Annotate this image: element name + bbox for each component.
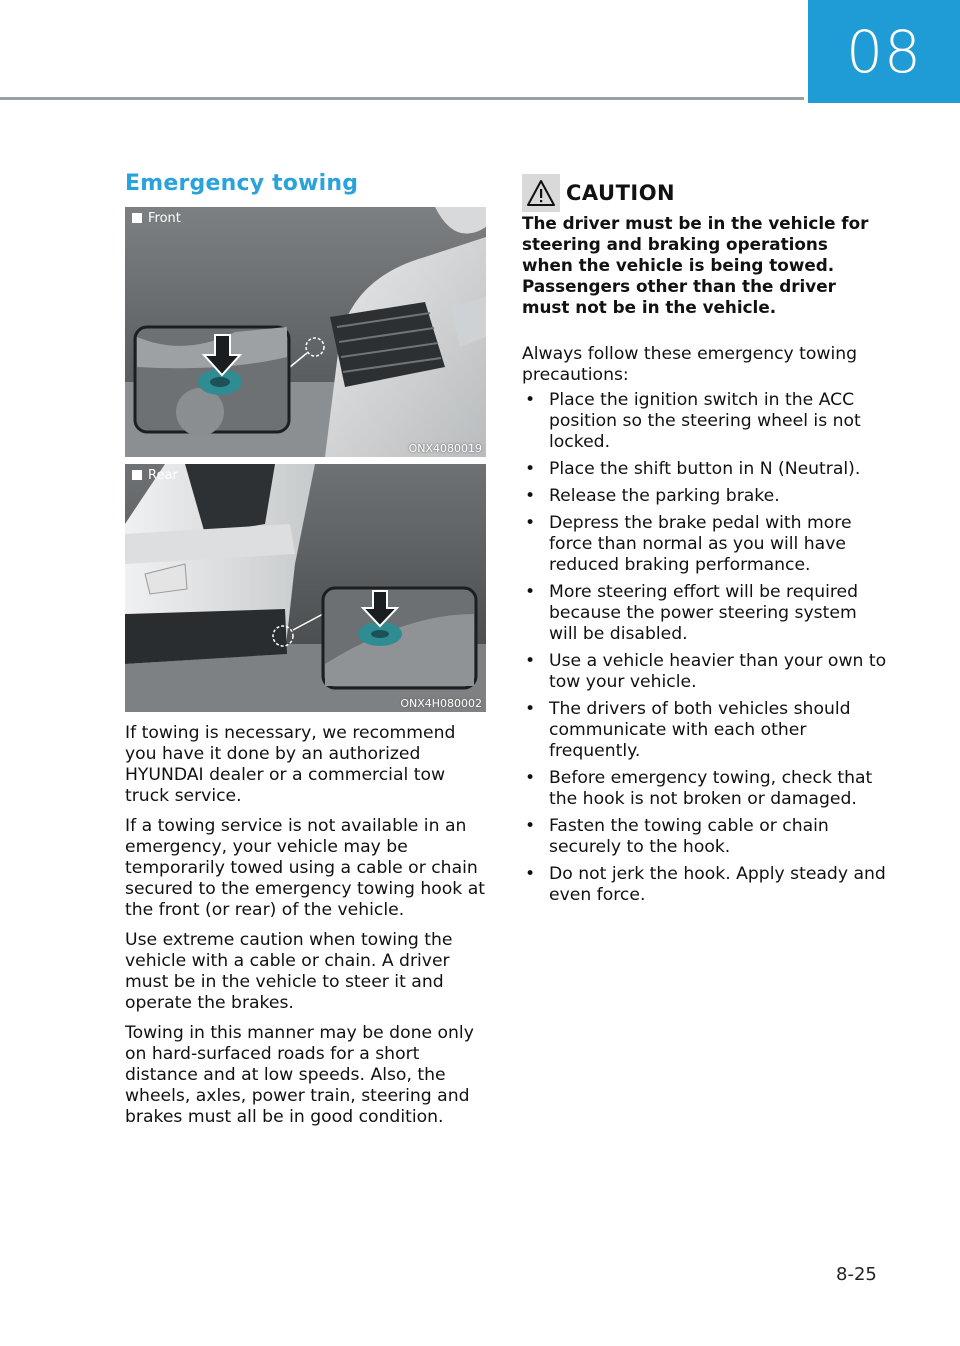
list-item: • Use a vehicle heavier than your own to tow your vehicle. [525,651,887,692]
header-rule [0,97,804,100]
bullet-icon: • [525,390,536,410]
front-car-illustration [125,207,486,457]
list-item: • More steering effort will be required because the power steering system will be disabled. [525,582,859,644]
bullet-icon: • [525,651,536,671]
list-item: • The drivers of both vehicles should communicate with each other frequently. [525,699,851,761]
square-bullet-icon [132,213,142,223]
caution-header [522,174,675,212]
paragraph: If towing is necessary, we recommend you have it done by an authorized HYUNDAI dealer or a commercial tow truck service. [125,723,456,806]
front-towing-hook-figure [125,207,486,457]
page-number: 8-25 [836,1264,877,1285]
front-label-text: Front [148,211,181,226]
warning-triangle-icon [522,174,560,212]
precautions-list [522,390,888,912]
front-figure-code: ONX4080019 [408,442,482,455]
bullet-icon: • [525,699,536,719]
chapter-tab: 08 [808,0,960,103]
list-item: • Place the shift button in N (Neutral). [525,459,861,479]
list-item: • Do not jerk the hook. Apply steady and even force. [525,864,886,905]
precautions-intro: Always follow these emergency towing precautions: [522,344,858,385]
bullet-icon: • [525,864,536,884]
bullet-icon: • [525,513,536,533]
caution-text: The driver must be in the vehicle for steering and braking operations when the vehicle is being towed. Passengers other than the driver must not be in the vehicle. [522,213,869,317]
square-bullet-icon [132,470,142,480]
paragraph: Use extreme caution when towing the vehicle with a cable or chain. A driver must be in the vehicle to steer it and operate the brakes. [125,930,453,1013]
caution-title: CAUTION [566,181,676,205]
body-text [125,723,487,1137]
paragraph: Towing in this manner may be done only on hard-surfaced roads for a short distance and at low speeds. Also, the wheels, axles, power train, steering and brakes must all be in good condition. [125,1023,474,1127]
front-figure-label [132,211,181,226]
list-item: • Fasten the towing cable or chain securely to the hook. [525,816,829,857]
list-item: • Depress the brake pedal with more force than normal as you will have reduced braking performance. [525,513,852,575]
rear-figure-code: ONX4H080002 [400,697,482,710]
bullet-icon: • [525,582,536,602]
list-item: • Place the ignition switch in the ACC position so the steering wheel is not locked. [525,390,861,452]
bullet-icon: • [525,768,536,788]
paragraph: If a towing service is not available in an emergency, your vehicle may be temporarily towed using a cable or chain secured to the emergency towing hook at the front (or rear) of the vehicle. [125,816,485,920]
bullet-icon: • [525,459,536,479]
rear-label-text: Rear [148,468,178,483]
bullet-icon: • [525,816,536,836]
bullet-icon: • [525,486,536,506]
rear-car-illustration [125,464,486,712]
list-item: • Before emergency towing, check that the hook is not broken or damaged. [525,768,873,809]
rear-towing-hook-figure [125,464,486,712]
section-title: Emergency towing [125,171,359,196]
list-item: • Release the parking brake. [525,486,780,506]
rear-figure-label [132,468,178,483]
